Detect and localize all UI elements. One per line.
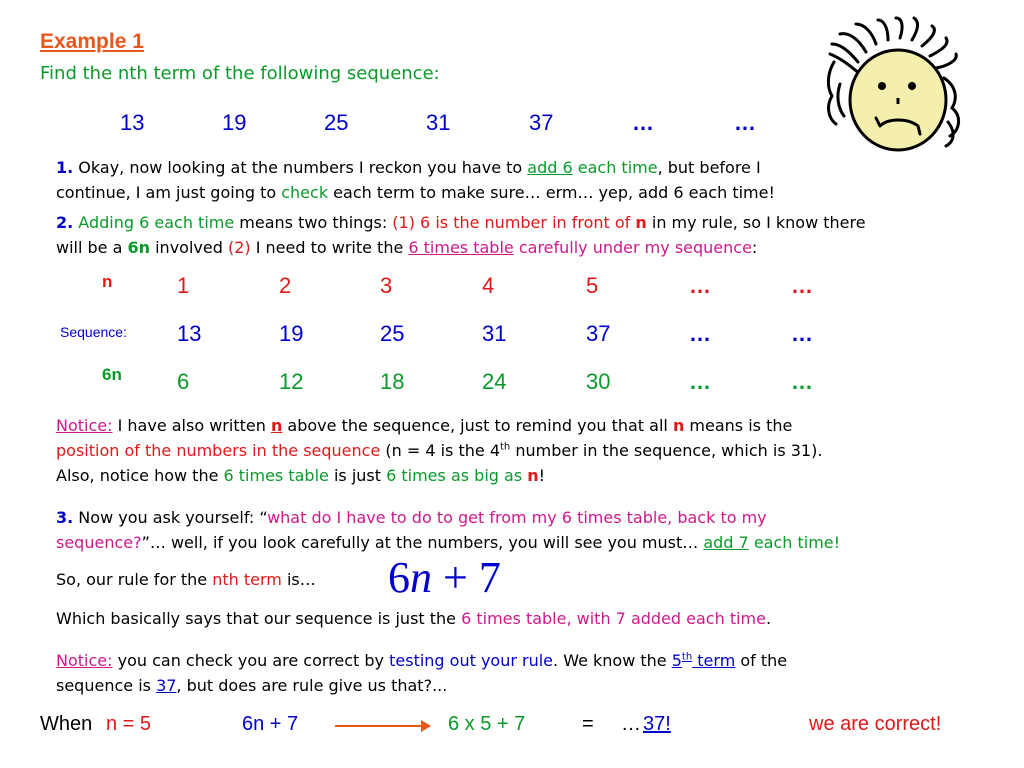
row-label-sequence: Sequence: <box>60 324 127 340</box>
text: is… <box>281 570 316 589</box>
table-cell: 24 <box>482 369 507 394</box>
table-cell: 18 <box>380 369 405 394</box>
highlight: 6 times as big as <box>386 466 528 485</box>
table-cell: 3 <box>380 273 393 298</box>
highlight: position of the numbers in the sequence <box>56 441 381 460</box>
highlight: add 6 <box>527 158 573 177</box>
face-icon <box>818 14 988 154</box>
formula-coef: 6 <box>388 553 410 602</box>
text: Also, notice how the <box>56 466 224 485</box>
table-cell: 19 <box>279 321 304 346</box>
highlight: what do I have to do to get from my 6 times table, back to my <box>267 508 767 527</box>
formula-var: n <box>410 553 432 602</box>
highlight: (2) <box>227 238 251 257</box>
highlight: term <box>692 651 736 670</box>
text: . <box>765 609 772 628</box>
text: means two things: <box>234 213 393 232</box>
text: Okay, now looking at the numbers I reckon you have to <box>73 158 528 177</box>
highlight: n <box>672 416 685 435</box>
highlight: 6 is the number in front of <box>414 213 636 232</box>
highlight: each time! <box>748 533 841 552</box>
notice-1-paragraph <box>56 413 996 488</box>
table-cell: … <box>689 369 711 394</box>
equals-sign: = <box>582 713 594 735</box>
highlight: 6 times table <box>408 238 514 257</box>
highlight: testing out your rule <box>389 651 554 670</box>
table-cell: 31 <box>482 321 507 346</box>
highlight: n <box>270 416 283 435</box>
highlight: 6 times table, with 7 added each time <box>461 609 766 628</box>
nth-term-formula <box>388 552 501 603</box>
highlight: 6 times table <box>223 466 329 485</box>
text: you can check you are correct by <box>112 651 390 670</box>
step-number: 2. <box>56 213 74 232</box>
text: , but does are rule give us that?... <box>176 676 448 695</box>
table-cell: 1 <box>177 273 190 298</box>
superscript: th <box>681 651 693 663</box>
rule-line <box>56 567 376 592</box>
table-cell: 2 <box>279 273 292 298</box>
step-number: 3. <box>56 508 74 527</box>
correct-label: we are correct! <box>809 713 942 735</box>
arrow-right-icon <box>333 714 433 738</box>
which-line <box>56 606 996 631</box>
text: above the sequence, just to remind you that all <box>282 416 673 435</box>
table-cell: … <box>791 321 813 346</box>
table-cell: 30 <box>586 369 611 394</box>
table-cell: 5 <box>586 273 599 298</box>
sequence-term: 31 <box>426 110 451 135</box>
table-cell: 12 <box>279 369 304 394</box>
table-cell: … <box>689 321 711 346</box>
step-2-paragraph <box>56 210 996 260</box>
superscript: th <box>500 441 511 453</box>
text: Which basically says that our sequence is just the <box>56 609 462 628</box>
highlight: n <box>527 466 539 485</box>
text: . We know the <box>553 651 672 670</box>
highlight: 5 <box>671 651 682 670</box>
row-label-n: n <box>102 272 113 291</box>
text: each term to make sure… erm… yep, add 6 each time! <box>328 183 775 202</box>
text: : <box>751 238 758 257</box>
row-label-6n: 6n <box>102 365 122 384</box>
highlight: add 7 <box>703 533 749 552</box>
highlight: each time <box>572 158 658 177</box>
notice-label: Notice: <box>56 416 113 435</box>
ellipsis: … <box>621 713 641 735</box>
table-cell: 37 <box>586 321 611 346</box>
step-1-paragraph <box>56 155 996 205</box>
sequence-term: … <box>734 110 756 135</box>
highlight: nth term <box>212 570 282 589</box>
text: continue, I am just going to <box>56 183 282 202</box>
table-cell: … <box>791 273 813 298</box>
notice-label: Notice: <box>56 651 113 670</box>
text: , but before I <box>657 158 761 177</box>
text: number in the sequence, which is 31). <box>510 441 823 460</box>
text: will be a <box>56 238 128 257</box>
sequence-term: 19 <box>222 110 247 135</box>
page-subtitle: Find the nth term of the following sequence: <box>40 63 440 84</box>
sequence-term: 13 <box>120 110 145 135</box>
text: of the <box>735 651 788 670</box>
step-number: 1. <box>56 158 74 177</box>
when-label: When <box>40 713 93 735</box>
highlight: 37 <box>156 676 177 695</box>
table-cell: 25 <box>380 321 405 346</box>
sequence-term: 37 <box>529 110 554 135</box>
highlight: Adding 6 each time <box>73 213 235 232</box>
sequence-term: … <box>632 110 654 135</box>
text: is just <box>328 466 387 485</box>
answer: 37! <box>643 713 671 735</box>
table-cell: 4 <box>482 273 495 298</box>
page-title: Example 1 <box>40 30 144 53</box>
notice-2-paragraph <box>56 648 996 698</box>
table-cell: … <box>791 369 813 394</box>
text: ”… well, if you look carefully at the numbers, you will see you must… <box>141 533 704 552</box>
expression: 6n + 7 <box>242 713 299 735</box>
sequence-term: 25 <box>324 110 349 135</box>
text: So, our rule for the <box>56 570 213 589</box>
text: in my rule, so I know there <box>646 213 866 232</box>
text: means is the <box>684 416 793 435</box>
n-equals-5: n = 5 <box>106 713 152 735</box>
text: (n = 4 is the 4 <box>380 441 500 460</box>
highlight: (1) <box>392 213 415 232</box>
highlight: n <box>635 213 647 232</box>
highlight: sequence? <box>56 533 142 552</box>
text: Now you ask yourself: “ <box>73 508 268 527</box>
table-cell: 13 <box>177 321 202 346</box>
calculation: 6 x 5 + 7 <box>448 713 526 735</box>
text: I need to write the <box>250 238 409 257</box>
table-cell: 6 <box>177 369 190 394</box>
table-cell: … <box>689 273 711 298</box>
highlight: carefully under my sequence <box>513 238 752 257</box>
text: I have also written <box>112 416 271 435</box>
highlight: 6n <box>127 238 151 257</box>
highlight: check <box>281 183 329 202</box>
formula-rest: + 7 <box>432 553 501 602</box>
text: involved <box>150 238 228 257</box>
text: sequence is <box>56 676 157 695</box>
step-3-paragraph <box>56 505 996 555</box>
text: ! <box>538 466 546 485</box>
